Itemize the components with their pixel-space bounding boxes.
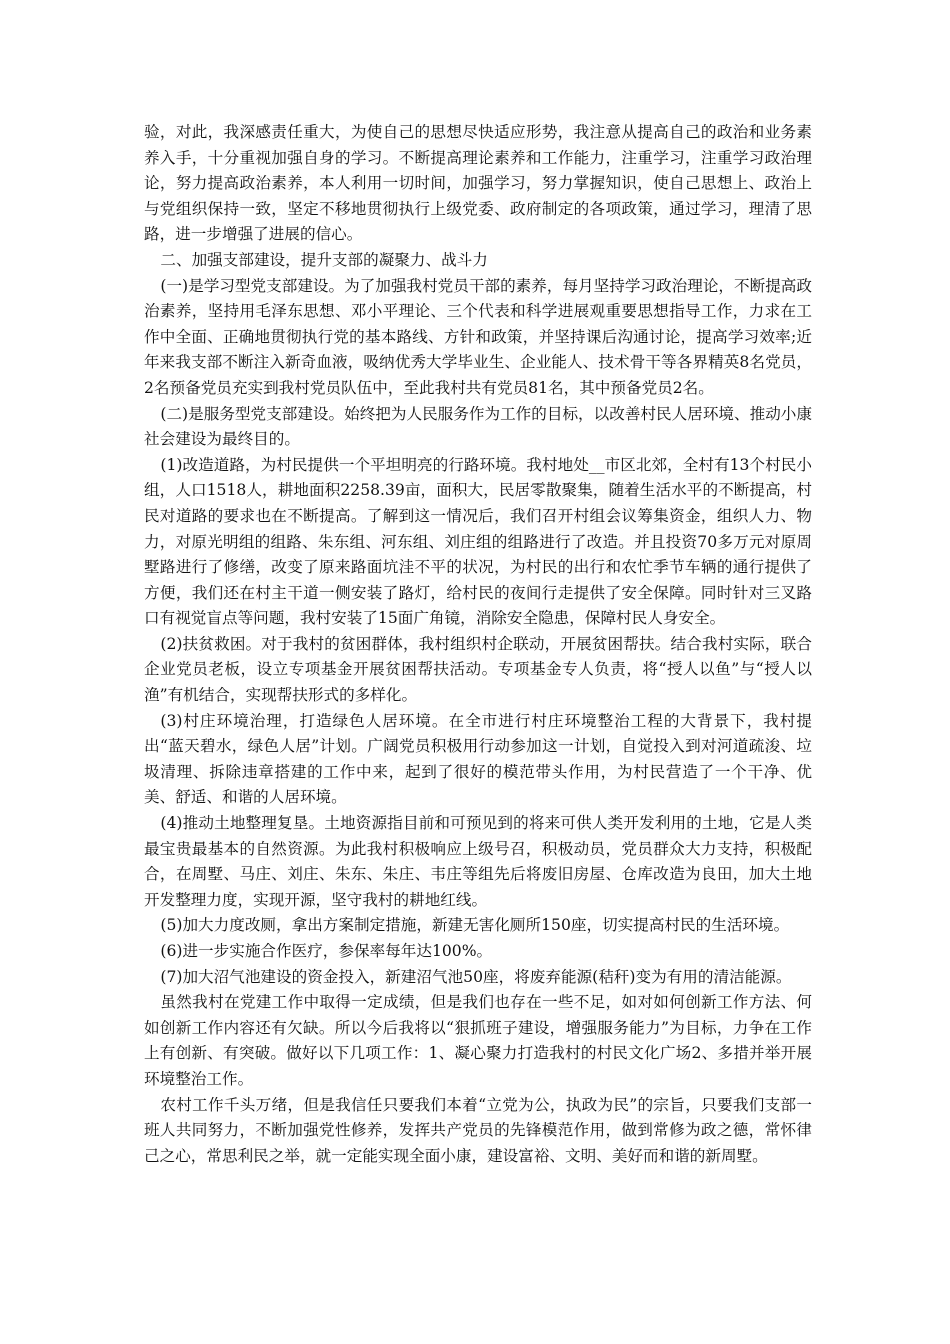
paragraph-conclusion: 农村工作千头万绪，但是我信任只要我们本着“立党为公，执政为民”的宗旨，只要我们支部一班人共同努力，不断加强党性修养，发挥共产党员的先锋模范作用，做到常修为政之德，常怀律己之心，常思利民之举，就一定能实现全面小康，建设富裕、文明、美好而和谐的新周墅。 — [144, 1095, 812, 1165]
paragraph-poverty-relief: (2)扶贫救困。对于我村的贫困群体，我村组织村企联动，开展贫困帮扶。结合我村实际，联合企业党员老板，设立专项基金开展贫困帮扶活动。专项基金专人负责，将“授人以鱼”与“授人以渔”有机结合，实现帮扶形式的多样化。 — [144, 634, 812, 705]
paragraph-road-improvement: (1)改造道路，为村民提供一个平坦明亮的行路环境。我村地处__市区北郊，全村有13个村民小组，人口1518人，耕地面积2258.39亩，面积大，民居零散聚集，随着生活水平的不断提高，村民对道路的要求也在不断提高。了解到这一情况后，我们召开村组会议筹集资金，组织人力、物力，对原光明组的组路、朱东组、河东组、刘庄组的组路进行了改造。并且投资70多万元对原周墅路进行了修缮，改变了原来路面坑洼不平的状况，为村民的出行和农忙季节车辆的通行提供了方便，我们还在村主干道一侧安装了路灯，给村民的夜间行走提供了安全保障。同时针对三叉路口有视觉盲点等问题，我村安装了15面广角镜，消除安全隐患，保障村民人身安全。 — [144, 455, 812, 628]
paragraph-village-environment: (3)村庄环境治理，打造绿色人居环境。在全市进行村庄环境整治工程的大背景下，我村提出“蓝天碧水，绿色人居”计划。广阔党员积极用行动参加这一计划，自觉投入到对河道疏浚、垃圾清理、拆除违章搭建的工作中来，起到了很好的模范带头作用，为村民营造了一个干净、优美、舒适、和谐的人居环境。 — [144, 711, 812, 807]
paragraph-shortcomings: 虽然我村在党建工作中取得一定成绩，但是我们也存在一些不足，如对如何创新工作方法、何如创新工作内容还有欠缺。所以今后我将以“狠抓班子建设，增强服务能力”为目标，力争在工作上有创新、有突破。做好以下几项工作：1、凝心聚力打造我村的村民文化广场2、多措并举开展环境整治工作。 — [144, 993, 812, 1088]
paragraph-biogas: (7)加大沼气池建设的资金投入，新建沼气池50座，将废弃能源(秸秆)变为有用的清洁能源。 — [160, 967, 792, 986]
document-body — [144, 120, 812, 1169]
paragraph-cooperative-medical: (6)进一步实施合作医疗，参保率每年达100%。 — [160, 942, 493, 960]
paragraph-service-branch: (二)是服务型党支部建设。始终把为人民服务作为工作的目标，以改善村民人居环境、推动小康社会建设为最终目的。 — [144, 404, 812, 449]
paragraph-land-reclamation: (4)推动土地整理复垦。土地资源指目前和可预见到的将来可供人类开发利用的土地，它是人类最宝贵最基本的自然资源。为此我村积极响应上级号召，积极动员，党员群众大力支持，积极配合，在周墅、马庄、刘庄、朱东、朱庄、韦庄等组先后将废旧房屋、仓库改造为良田，加大土地开发整理力度，实现开源，坚守我村的耕地红线。 — [144, 814, 812, 909]
paragraph-toilet-renovation: (5)加大力度改厕，拿出方案制定措施，新建无害化厕所150座，切实提高村民的生活环境。 — [160, 916, 790, 935]
paragraph-learning-branch: (一)是学习型党支部建设。为了加强我村党员干部的素养，每月坚持学习政治理论，不断提高政治素养，坚持用毛泽东思想、邓小平理论、三个代表和科学进展观重要思想指导工作，力求在工作中全面、正确地贯彻执行党的基本路线、方针和政策，并坚持课后沟通讨论，提高学习效率;近年来我支部不断注入新奇血液，吸纳优秀大学毕业生、企业能人、技术骨干等各界精英8名党员，2名预备党员充实到我村党员队伍中，至此我村共有党员81名，其中预备党员2名。 — [144, 276, 812, 397]
paragraph-study-continuation: 验，对此，我深感责任重大，为使自己的思想尽快适应形势，我注意从提高自己的政治和业务素养入手，十分重视加强自身的学习。不断提高理论素养和工作能力，注重学习，注重学习政治理论，努力提高政治素养，本人利用一切时间，加强学习，努力掌握知识，使自己思想上、政治上与党组织保持一致，坚定不移地贯彻执行上级党委、政府制定的各项政策，通过学习，理清了思路，进一步增强了进展的信心。 — [144, 123, 812, 244]
section-heading-branch-building: 二、加强支部建设，提升支部的凝聚力、战斗力 — [160, 250, 488, 269]
